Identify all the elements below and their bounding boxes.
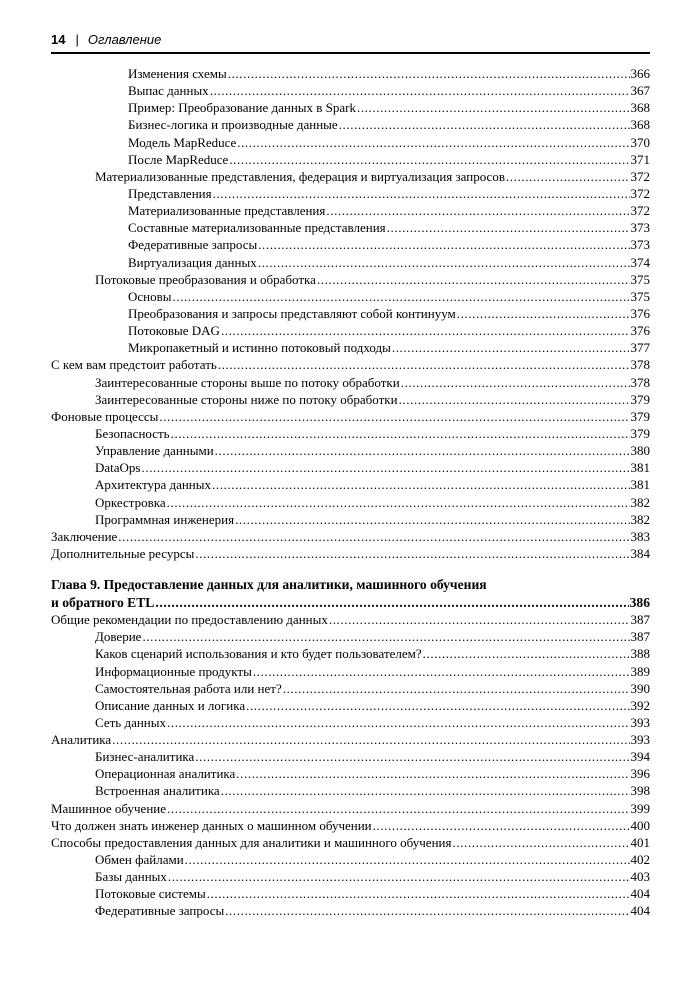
toc-entry-page: 393: [630, 732, 650, 748]
toc-entry-page: 367: [630, 83, 650, 99]
dot-leader: [212, 476, 629, 493]
toc-entry[interactable]: [51, 65, 650, 82]
toc-entry-page: 371: [630, 151, 650, 167]
toc-entry-page: 379: [630, 408, 650, 424]
dot-leader: [387, 219, 630, 236]
toc-entry-title: DataOps: [95, 460, 141, 476]
dot-leader: [258, 236, 629, 253]
toc-entry-page: 402: [630, 852, 650, 868]
toc-entry-title: Встроенная аналитика: [95, 783, 220, 799]
toc-entry-title: Операционная аналитика: [95, 766, 236, 782]
toc-entry-title: Потоковые преобразования и обработка: [95, 271, 316, 287]
dot-leader: [210, 82, 630, 99]
dot-leader: [213, 185, 630, 202]
toc-entry-page: 381: [630, 477, 650, 493]
toc-entry[interactable]: [51, 714, 650, 731]
dot-leader: [228, 65, 630, 82]
toc-entry[interactable]: [51, 868, 650, 885]
dot-leader: [373, 817, 630, 834]
toc-entry-title: Каков сценарий использования и кто будет пользователем?: [95, 646, 422, 662]
toc-entry-title: Обмен файлами: [95, 852, 184, 868]
toc-entry-page: 377: [630, 340, 650, 356]
toc-entry-title: Федеративные запросы: [95, 903, 225, 919]
dot-leader: [401, 374, 630, 391]
toc-entry[interactable]: [51, 851, 650, 868]
toc-entry-page: 396: [630, 766, 650, 782]
toc-entry-page: 373: [630, 237, 650, 253]
toc-entry[interactable]: [51, 834, 650, 851]
dot-leader: [253, 663, 630, 680]
dot-leader: [326, 202, 629, 219]
toc-entry[interactable]: [51, 731, 650, 748]
toc-entry[interactable]: [51, 442, 650, 459]
toc-entry-title: Потоковые DAG: [128, 323, 220, 339]
dot-leader: [171, 425, 630, 442]
toc-entry-page: 398: [630, 783, 650, 799]
toc-entry-title: Заинтересованные стороны выше по потоку обработки: [95, 374, 400, 390]
toc-entry-page: 375: [630, 288, 650, 304]
toc-entry-title: Программная инженерия: [95, 511, 235, 527]
toc-entry-title: Микропакетный и истинно потоковый подходы: [128, 340, 391, 356]
chapter-heading[interactable]: [51, 576, 650, 611]
toc-entry[interactable]: [51, 99, 650, 116]
toc-entry-title: Безопасность: [95, 425, 170, 441]
dot-leader: [506, 168, 630, 185]
dot-leader: [235, 511, 629, 528]
toc-entry-title: Самостоятельная работа или нет?: [95, 680, 282, 696]
toc-entry-title: После MapReduce: [128, 151, 229, 167]
toc-entry-page: 372: [630, 168, 650, 184]
dot-leader: [221, 782, 630, 799]
toc-entry[interactable]: [51, 748, 650, 765]
toc-entry-title: Сеть данных: [95, 714, 166, 730]
toc-entry[interactable]: [51, 236, 650, 253]
dot-leader: [237, 134, 629, 151]
toc-entry-page: 373: [630, 220, 650, 236]
toc-entry-page: 392: [630, 697, 650, 713]
dot-leader: [457, 305, 630, 322]
toc-entry-page: 404: [630, 886, 650, 902]
dot-leader: [118, 528, 629, 545]
dot-leader: [167, 800, 629, 817]
toc-entry[interactable]: [51, 116, 650, 133]
toc-entry[interactable]: [51, 494, 650, 511]
toc-entry-title: Материализованные представления: [128, 203, 326, 219]
dot-leader: [155, 594, 628, 612]
chapter-title-line1: Глава 9. Предоставление данных для аналитики, машинного обучения: [51, 577, 487, 593]
toc-entry[interactable]: [51, 645, 650, 662]
dot-leader: [173, 288, 630, 305]
toc-entry[interactable]: [51, 425, 650, 442]
toc-entry[interactable]: [51, 82, 650, 99]
toc-entry[interactable]: [51, 476, 650, 493]
toc-entry-title: Модель MapReduce: [128, 134, 237, 150]
toc-entry-page: 368: [630, 117, 650, 133]
toc-entry-title: С кем вам предстоит работать: [51, 357, 217, 373]
toc-entry-title: Заключение: [51, 528, 118, 544]
toc-entry-title: Фоновые процессы: [51, 408, 159, 424]
toc-entry-title: Потоковые системы: [95, 886, 206, 902]
page-number: 14: [51, 32, 66, 47]
toc-entry[interactable]: [51, 697, 650, 714]
toc-entry-page: 384: [630, 545, 650, 561]
toc-entry[interactable]: [51, 254, 650, 271]
toc-entry-page: 388: [630, 646, 650, 662]
dot-leader: [167, 714, 630, 731]
dot-leader: [167, 494, 630, 511]
toc-entry-title: Виртуализация данных: [128, 254, 257, 270]
dot-leader: [207, 885, 630, 902]
dot-leader: [142, 628, 629, 645]
toc-entry-title: Заинтересованные стороны ниже по потоку обработки: [95, 391, 398, 407]
toc-entry-title: Аналитика: [51, 732, 112, 748]
dot-leader: [317, 271, 630, 288]
chapter-title-line2: и обратного ETL: [51, 594, 155, 610]
toc-entry-title: Дополнительные ресурсы: [51, 545, 195, 561]
toc-entry-page: 380: [630, 443, 650, 459]
toc-entry[interactable]: [51, 800, 650, 817]
chapter-title-row: [51, 594, 650, 612]
toc-entry-title: Информационные продукты: [95, 663, 252, 679]
dot-leader: [142, 459, 630, 476]
toc-entry-title: Доверие: [95, 629, 142, 645]
toc-entry-page: 370: [630, 134, 650, 150]
toc-entry-page: 389: [630, 663, 650, 679]
toc-entry-title: Способы предоставления данных для аналитики и машинного обучения: [51, 834, 452, 850]
dot-leader: [329, 611, 630, 628]
toc-entry[interactable]: [51, 271, 650, 288]
toc-entry-title: Составные материализованные представления: [128, 220, 386, 236]
toc-entry[interactable]: [51, 545, 650, 562]
chapter-page: 386: [629, 594, 650, 610]
toc-entry[interactable]: [51, 202, 650, 219]
dot-leader: [218, 356, 630, 373]
toc-entry-page: 400: [630, 817, 650, 833]
toc-entry[interactable]: [51, 339, 650, 356]
dot-leader: [221, 322, 630, 339]
dot-leader: [195, 748, 629, 765]
toc-section-before: [51, 65, 650, 562]
toc-entry-title: Материализованные представления, федерация и виртуализация запросов: [95, 168, 505, 184]
toc-entry-page: 368: [630, 100, 650, 116]
toc-entry-title: Преобразования и запросы представляют собой континуум: [128, 305, 456, 321]
toc-entry[interactable]: [51, 185, 650, 202]
toc-entry-title: Архитектура данных: [95, 477, 212, 493]
toc-entry[interactable]: [51, 902, 650, 919]
toc-entry-page: 381: [630, 460, 650, 476]
toc-entry[interactable]: [51, 459, 650, 476]
dot-leader: [399, 391, 630, 408]
toc-entry[interactable]: [51, 374, 650, 391]
toc-entry-title: Управление данными: [95, 443, 214, 459]
toc-entry[interactable]: [51, 782, 650, 799]
toc-entry-page: 366: [630, 66, 650, 81]
toc-entry[interactable]: [51, 528, 650, 545]
dot-leader: [258, 254, 630, 271]
dot-leader: [195, 545, 629, 562]
page-header: [51, 30, 650, 54]
dot-leader: [452, 834, 629, 851]
toc-entry-page: 379: [630, 425, 650, 441]
dot-leader: [236, 765, 629, 782]
toc-entry[interactable]: [51, 611, 650, 628]
toc-entry[interactable]: [51, 765, 650, 782]
toc-entry-title: Бизнес-аналитика: [95, 749, 195, 765]
toc-entry-title: Описание данных и логика: [95, 697, 246, 713]
toc-entry-title: Машинное обучение: [51, 800, 167, 816]
toc-entry-page: 379: [630, 391, 650, 407]
header-separator: |: [75, 32, 79, 47]
toc-entry[interactable]: [51, 322, 650, 339]
toc-entry-page: 372: [630, 185, 650, 201]
toc-entry-title: Федеративные запросы: [128, 237, 258, 253]
dot-leader: [215, 442, 630, 459]
toc-entry[interactable]: [51, 391, 650, 408]
toc-entry[interactable]: [51, 663, 650, 680]
toc-entry-page: 376: [630, 323, 650, 339]
toc-entry[interactable]: [51, 817, 650, 834]
toc-entry[interactable]: [51, 408, 650, 425]
toc-entry[interactable]: [51, 356, 650, 373]
toc-entry-page: 387: [630, 612, 650, 628]
toc-entry-page: 382: [630, 511, 650, 527]
toc-entry-title: Пример: Преобразование данных в Spark: [128, 100, 356, 116]
dot-leader: [112, 731, 629, 748]
dot-leader: [225, 902, 629, 919]
toc-entry-title: Бизнес-логика и производные данные: [128, 117, 338, 133]
toc-section-after: [51, 611, 650, 920]
toc-entry-title: Оркестровка: [95, 494, 166, 510]
toc-entry-title: Представления: [128, 185, 212, 201]
toc-entry[interactable]: [51, 151, 650, 168]
toc-entry-page: 375: [630, 271, 650, 287]
toc-entry[interactable]: [51, 219, 650, 236]
dot-leader: [159, 408, 629, 425]
dot-leader: [168, 868, 630, 885]
dot-leader: [423, 645, 630, 662]
toc-entry-page: 382: [630, 494, 650, 510]
toc-entry[interactable]: [51, 134, 650, 151]
toc-entry[interactable]: [51, 680, 650, 697]
toc-entry-title: Основы: [128, 288, 172, 304]
toc-entry-page: 376: [630, 305, 650, 321]
toc-entry-page: 404: [630, 903, 650, 919]
toc-entry-page: 372: [630, 203, 650, 219]
toc-entry[interactable]: [51, 288, 650, 305]
toc-entry-page: 403: [630, 869, 650, 885]
toc-entry-title: Что должен знать инженер данных о машинном обучении: [51, 817, 372, 833]
toc-entry-page: 378: [630, 357, 650, 373]
toc-entry[interactable]: [51, 885, 650, 902]
toc-entry[interactable]: [51, 305, 650, 322]
toc-entry-page: 393: [630, 714, 650, 730]
toc-entry-page: 401: [630, 834, 650, 850]
toc-entry-page: 394: [630, 749, 650, 765]
toc-entry-page: 383: [630, 528, 650, 544]
dot-leader: [357, 99, 630, 116]
toc-entry-title: Общие рекомендации по предоставлению данных: [51, 612, 328, 628]
toc-entry-title: Изменения схемы: [128, 66, 227, 81]
table-of-contents: [51, 65, 650, 920]
toc-entry-title: Выпас данных: [128, 83, 209, 99]
dot-leader: [229, 151, 629, 168]
toc-entry-page: 374: [630, 254, 650, 270]
toc-entry-page: 399: [630, 800, 650, 816]
toc-entry[interactable]: [51, 511, 650, 528]
toc-entry-page: 387: [630, 629, 650, 645]
dot-leader: [246, 697, 629, 714]
toc-entry-page: 390: [630, 680, 650, 696]
toc-entry[interactable]: [51, 628, 650, 645]
dot-leader: [392, 339, 630, 356]
dot-leader: [283, 680, 630, 697]
dot-leader: [185, 851, 630, 868]
toc-entry-title: Базы данных: [95, 869, 167, 885]
dot-leader: [339, 116, 630, 133]
toc-entry-page: 378: [630, 374, 650, 390]
toc-entry[interactable]: [51, 168, 650, 185]
running-title: Оглавление: [87, 32, 162, 47]
